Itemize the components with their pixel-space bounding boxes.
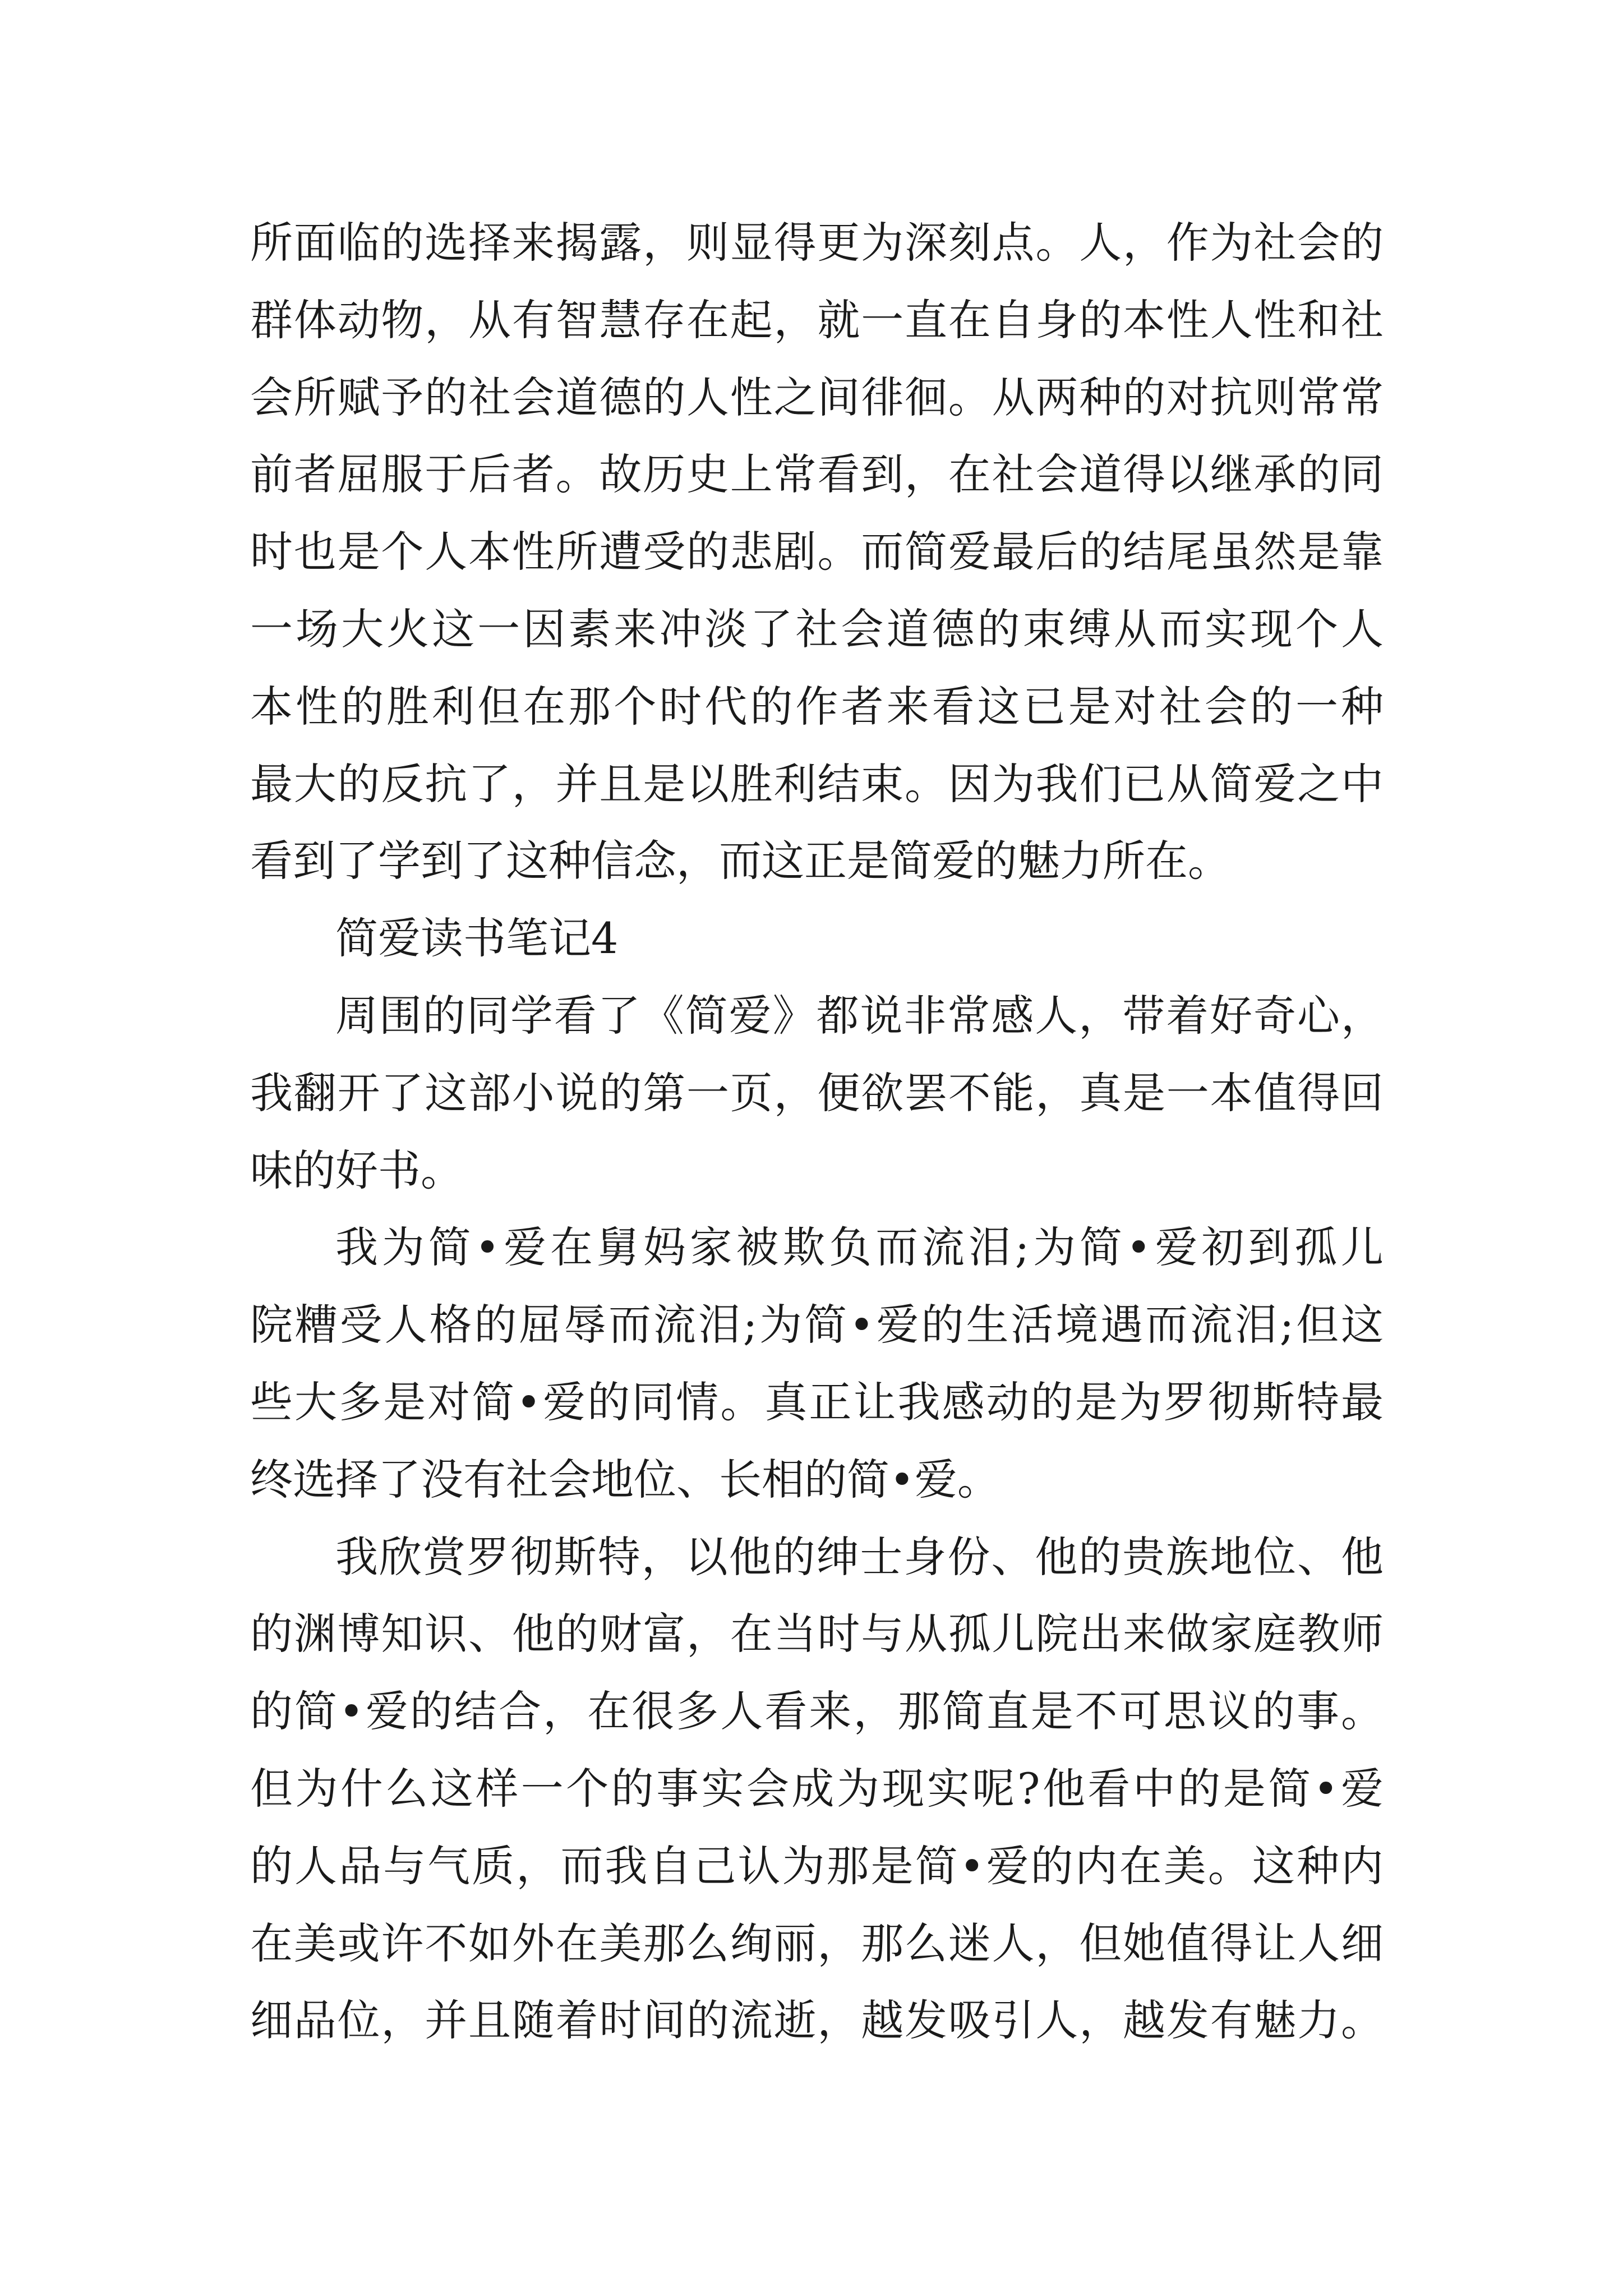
text-line: 我欣赏罗彻斯特，以他的绅士身份、他的贵族地位、他 [335, 1531, 1384, 1582]
text-line: 前者屈服于后者。故历史上常看到，在社会道得以继承的同 [250, 449, 1384, 500]
text-line: 我为简•爱在舅妈家被欺负而流泪;为简•爱初到孤儿 [335, 1222, 1384, 1273]
text-line: 味的好书。 [250, 1145, 463, 1195]
text-line: 周围的同学看了《简爱》都说非常感人，带着好奇心， [335, 990, 1384, 1041]
text-line: 些大多是对简•爱的同情。真正让我感动的是为罗彻斯特最 [250, 1377, 1384, 1427]
text-line: 终选择了没有社会地位、长相的简•爱。 [250, 1454, 1000, 1504]
document-body [250, 204, 1384, 2059]
text-line: 看到了学到了这种信念，而这正是简爱的魅力所在。 [250, 836, 1230, 886]
text-line: 所面临的选择来揭露，则显得更为深刻点。人，作为社会的 [250, 218, 1384, 268]
text-line: 本性的胜利但在那个时代的作者来看这已是对社会的一种 [250, 681, 1384, 731]
text-line: 在美或许不如外在美那么绚丽，那么迷人，但她值得让人细 [250, 1918, 1384, 1968]
text-line: 时也是个人本性所遭受的悲剧。而简爱最后的结尾虽然是靠 [250, 527, 1384, 577]
text-line: 一场大火这一因素来冲淡了社会道德的束缚从而实现个人 [250, 604, 1384, 654]
text-line: 的人品与气质，而我自己认为那是简•爱的内在美。这种内 [250, 1841, 1384, 1891]
text-line: 但为什么这样一个的事实会成为现实呢?他看中的是简•爱 [250, 1763, 1384, 1814]
text-line: 院糟受人格的屈辱而流泪;为简•爱的生活境遇而流泪;但这 [250, 1300, 1384, 1350]
text-line: 最大的反抗了，并且是以胜利结束。因为我们已从简爱之中 [250, 758, 1384, 809]
text-line: 群体动物，从有智慧存在起，就一直在自身的本性人性和社 [250, 295, 1384, 345]
section-heading: 简爱读书笔记4 [335, 913, 619, 964]
text-line: 我翻开了这部小说的第一页，便欲罢不能，真是一本值得回 [250, 1068, 1384, 1118]
text-line: 细品位，并且随着时间的流逝，越发吸引人，越发有魅力。 [250, 1995, 1384, 2046]
text-line: 的简•爱的结合，在很多人看来，那简直是不可思议的事。 [250, 1686, 1384, 1737]
text-line: 的渊博知识、他的财富，在当时与从孤儿院出来做家庭教师 [250, 1609, 1384, 1659]
text-line: 会所赋予的社会道德的人性之间徘徊。从两种的对抗则常常 [250, 372, 1384, 422]
